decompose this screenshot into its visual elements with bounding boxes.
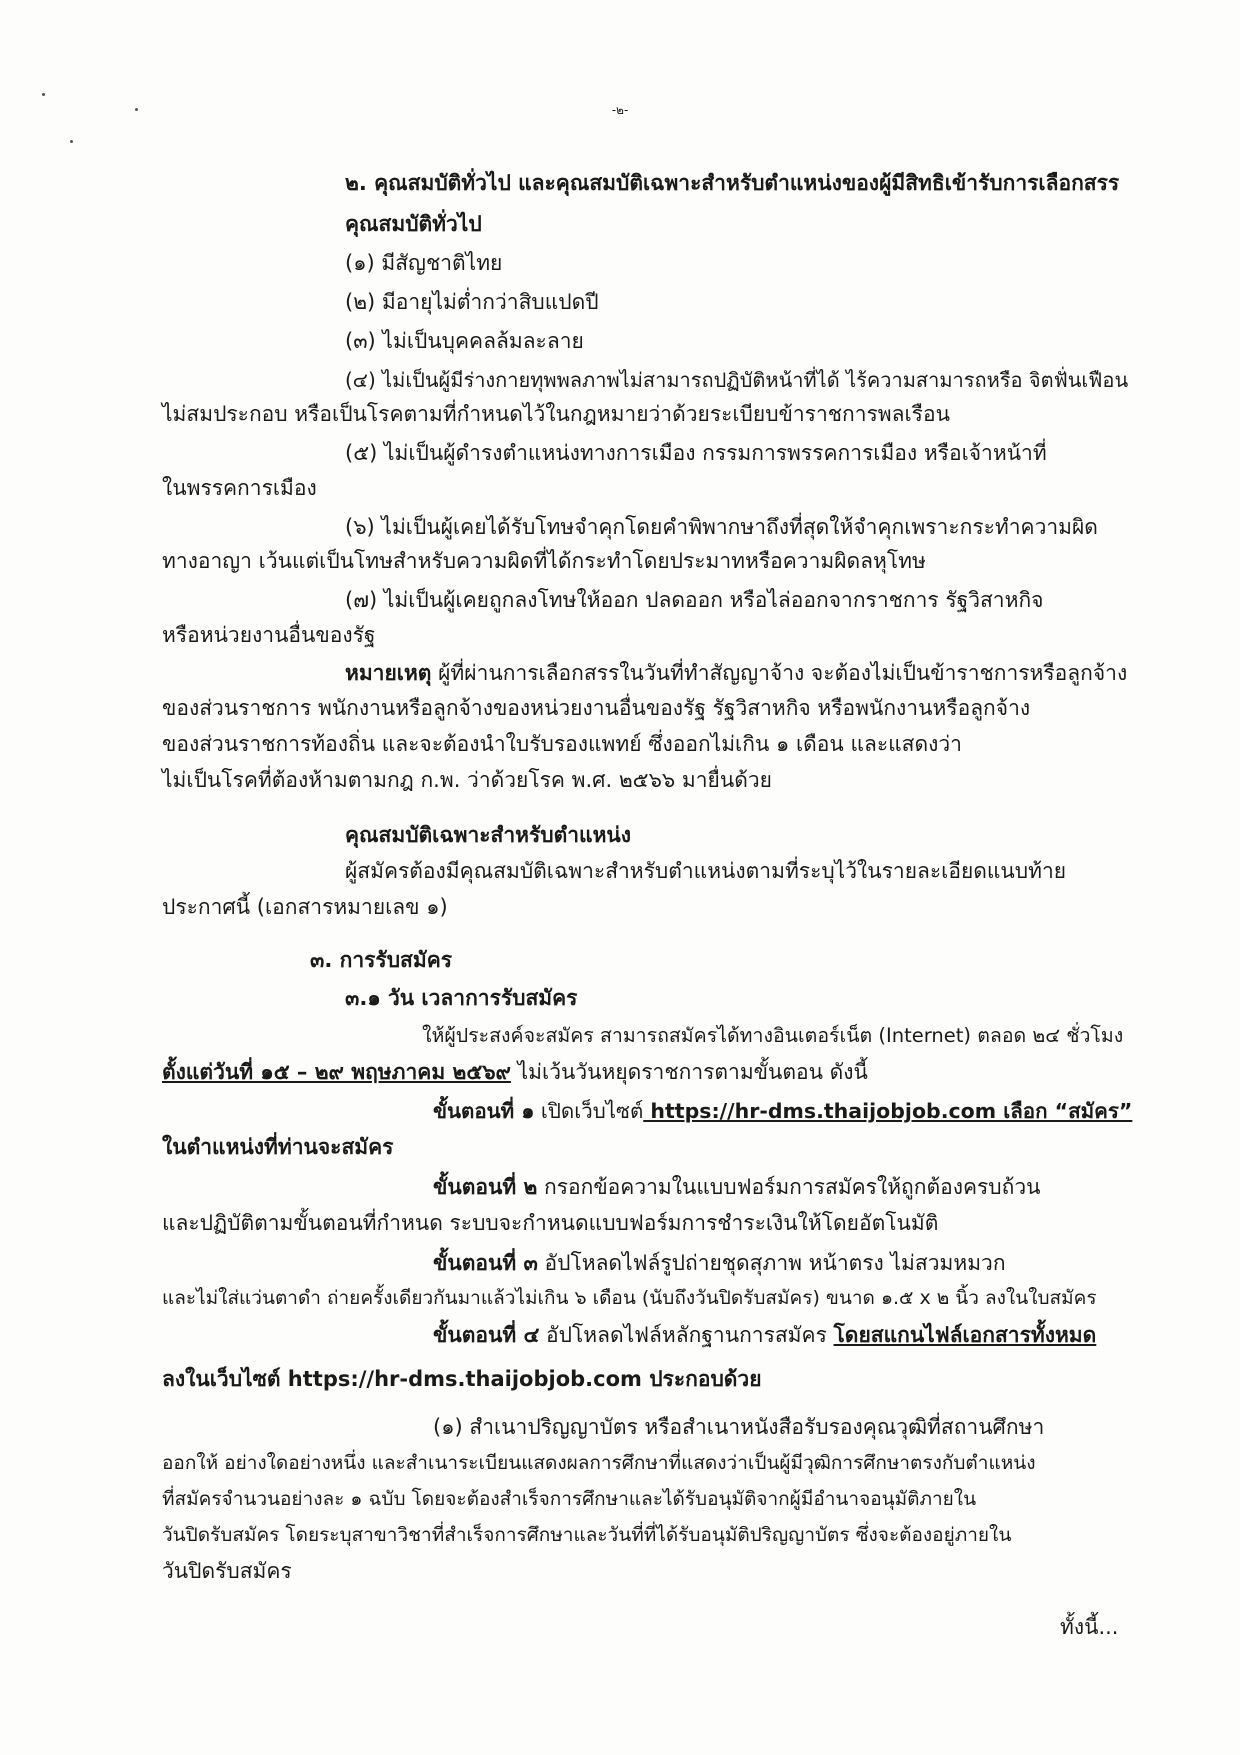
application-intro-line-1: ให้ผู้ประสงค์จะสมัคร สามารถสมัครได้ทางอินเตอร์เน็ต (Internet) ตลอด ๒๔ ชั่วโมง: [422, 1024, 1124, 1047]
step-1-line-2: ในตำแหน่งที่ท่านจะสมัคร: [162, 1135, 394, 1159]
step-3-text: อัปโหลดไฟล์รูปถ่ายชุดสุภาพ หน้าตรง ไม่สวมหมวก: [537, 1251, 1006, 1275]
document-1-line-3: ที่สมัครจำนวนอย่างละ ๑ ฉบับ โดยจะต้องสำเร็จการศึกษาและได้รับอนุมัติจากผู้มีอำนาจอนุมัติภายใน: [162, 1488, 977, 1510]
application-intro-line-2: [162, 1057, 868, 1087]
step-4-line-2: ลงในเว็บไซต์ https://hr-dms.thaijobjob.com ประกอบด้วย: [162, 1367, 762, 1391]
note-line-3: ของส่วนราชการท้องถิ่น และจะต้องนำใบรับรองแพทย์ ซึ่งออกไม่เกิน ๑ เดือน และแสดงว่า: [162, 732, 962, 756]
step-3-line-1: [433, 1248, 1006, 1278]
step-4-text: อัปโหลดไฟล์หลักฐานการสมัคร: [539, 1323, 834, 1347]
specific-qualifications-title: คุณสมบัติเฉพาะสำหรับตำแหน่ง: [345, 823, 632, 847]
step-4-underlined-text: โดยสแกนไฟล์เอกสารทั้งหมด: [833, 1323, 1097, 1347]
step-2-label: ขั้นตอนที่ ๒: [433, 1175, 538, 1199]
qualification-2: (๒) มีอายุไม่ต่ำกว่าสิบแปดปี: [345, 290, 599, 314]
page-number: -๒-: [611, 103, 629, 117]
application-intro-rest: ไม่เว้นวันหยุดราชการตามขั้นตอน ดังนี้: [510, 1060, 868, 1084]
document-1-line-4: วันปิดรับสมัคร โดยระบุสาขาวิชาที่สำเร็จการศึกษาและวันที่ที่ได้รับอนุมัติปริญญาบัตร ซึ่งจะต้องอยู่ภายใน: [162, 1524, 1012, 1546]
section-3-heading: ๓. การรับสมัคร: [310, 948, 453, 972]
step-2-line-2: และปฏิบัติตามขั้นตอนที่กำหนด ระบบจะกำหนดแบบฟอร์มการชำระเงินให้โดยอัตโนมัติ: [162, 1211, 939, 1235]
step-4-line-1: [433, 1320, 1096, 1350]
qualification-3: (๓) ไม่เป็นบุคคลล้มละลาย: [345, 329, 584, 353]
qualification-6-line-1: (๖) ไม่เป็นผู้เคยได้รับโทษจำคุกโดยคำพิพากษาถึงที่สุดให้จำคุกเพราะกระทำความผิด: [345, 515, 1098, 539]
document-1-line-5: วันปิดรับสมัคร: [162, 1559, 292, 1583]
step-1-text: เปิดเว็บไซต์: [534, 1099, 644, 1123]
step-2-text: กรอกข้อความในแบบฟอร์มการสมัครให้ถูกต้องครบถ้วน: [537, 1175, 1041, 1199]
qualification-7-line-1: (๗) ไม่เป็นผู้เคยถูกลงโทษให้ออก ปลดออก หรือไล่ออกจากราชการ รัฐวิสาหกิจ: [345, 588, 1044, 612]
general-qualifications-title: คุณสมบัติทั่วไป: [345, 212, 482, 236]
application-period: ตั้งแต่วันที่ ๑๕ – ๒๙ พฤษภาคม ๒๕๖๙: [162, 1060, 511, 1084]
step-1-label: ขั้นตอนที่ ๑: [433, 1099, 535, 1123]
qualification-7-line-2: หรือหน่วยงานอื่นของรัฐ: [162, 623, 376, 647]
section-2-heading: ๒. คุณสมบัติทั่วไป และคุณสมบัติเฉพาะสำหรับตำแหน่งของผู้มีสิทธิเข้ารับการเลือกสรร: [345, 171, 1120, 195]
step-4-label: ขั้นตอนที่ ๔: [433, 1323, 540, 1347]
subsection-3-1-heading: ๓.๑ วัน เวลาการรับสมัคร: [345, 986, 578, 1010]
note-line-1: [345, 658, 1127, 688]
specific-qualifications-line-2: ประกาศนี้ (เอกสารหมายเลข ๑): [162, 895, 448, 919]
document-1-line-1: (๑) สำเนาปริญญาบัตร หรือสำเนาหนังสือรับรองคุณวุฒิที่สถานศึกษา: [433, 1415, 1045, 1439]
scan-speck: [70, 140, 73, 143]
step-3-label: ขั้นตอนที่ ๓: [433, 1251, 538, 1275]
note-text: ผู้ที่ผ่านการเลือกสรรในวันที่ทำสัญญาจ้าง จะต้องไม่เป็นข้าราชการหรือลูกจ้าง: [431, 661, 1128, 685]
step-2-line-1: [433, 1172, 1041, 1202]
qualification-5-line-2: ในพรรคการเมือง: [162, 476, 317, 500]
note-label: หมายเหตุ: [345, 661, 432, 685]
qualification-4-line-2: ไม่สมประกอบ หรือเป็นโรคตามที่กำหนดไว้ในกฎหมายว่าด้วยระเบียบข้าราชการพลเรือน: [162, 402, 950, 426]
note-line-4: ไม่เป็นโรคที่ต้องห้ามตามกฎ ก.พ. ว่าด้วยโรค พ.ศ. ๒๕๖๖ มายื่นด้วย: [162, 768, 772, 792]
note-line-2: ของส่วนราชการ พนักงานหรือลูกจ้างของหน่วยงานอื่นของรัฐ รัฐวิสาหกิจ หรือพนักงานหรือลูกจ้าง: [162, 696, 1031, 720]
qualification-5-line-1: (๕) ไม่เป็นผู้ดำรงตำแหน่งทางการเมือง กรรมการพรรคการเมือง หรือเจ้าหน้าที่: [345, 441, 1047, 465]
step-1-website-link[interactable]: https://hr-dms.thaijobjob.com เลือก “สมัคร”: [643, 1099, 1133, 1123]
specific-qualifications-line-1: ผู้สมัครต้องมีคุณสมบัติเฉพาะสำหรับตำแหน่งตามที่ระบุไว้ในรายละเอียดแนบท้าย: [345, 859, 1067, 883]
step-1-line-1: [433, 1096, 1132, 1126]
step-3-line-2: และไม่ใส่แว่นตาดำ ถ่ายครั้งเดียวกันมาแล้วไม่เกิน ๖ เดือน (นับถึงวันปิดรับสมัคร) ขนาด ๑.๕ x ๒ นิ้ว ลงในใบสมัคร: [162, 1287, 1097, 1309]
qualification-1: (๑) มีสัญชาติไทย: [345, 251, 503, 275]
document-1-line-2: ออกให้ อย่างใดอย่างหนึ่ง และสำเนาระเบียนแสดงผลการศึกษาที่แสดงว่าเป็นผู้มีวุฒิการศึกษาตรงกับตำแหน่ง: [162, 1452, 1036, 1474]
qualification-4-line-1: (๔) ไม่เป็นผู้มีร่างกายทุพพลภาพไม่สามารถปฏิบัติหน้าที่ได้ ไร้ความสามารถหรือ จิตฟั่นเฟือน: [345, 368, 1129, 392]
continuation-marker: ทั้งนี้...: [1060, 1615, 1119, 1639]
qualification-6-line-2: ทางอาญา เว้นแต่เป็นโทษสำหรับความผิดที่ได้กระทำโดยประมาทหรือความผิดลหุโทษ: [162, 549, 926, 573]
